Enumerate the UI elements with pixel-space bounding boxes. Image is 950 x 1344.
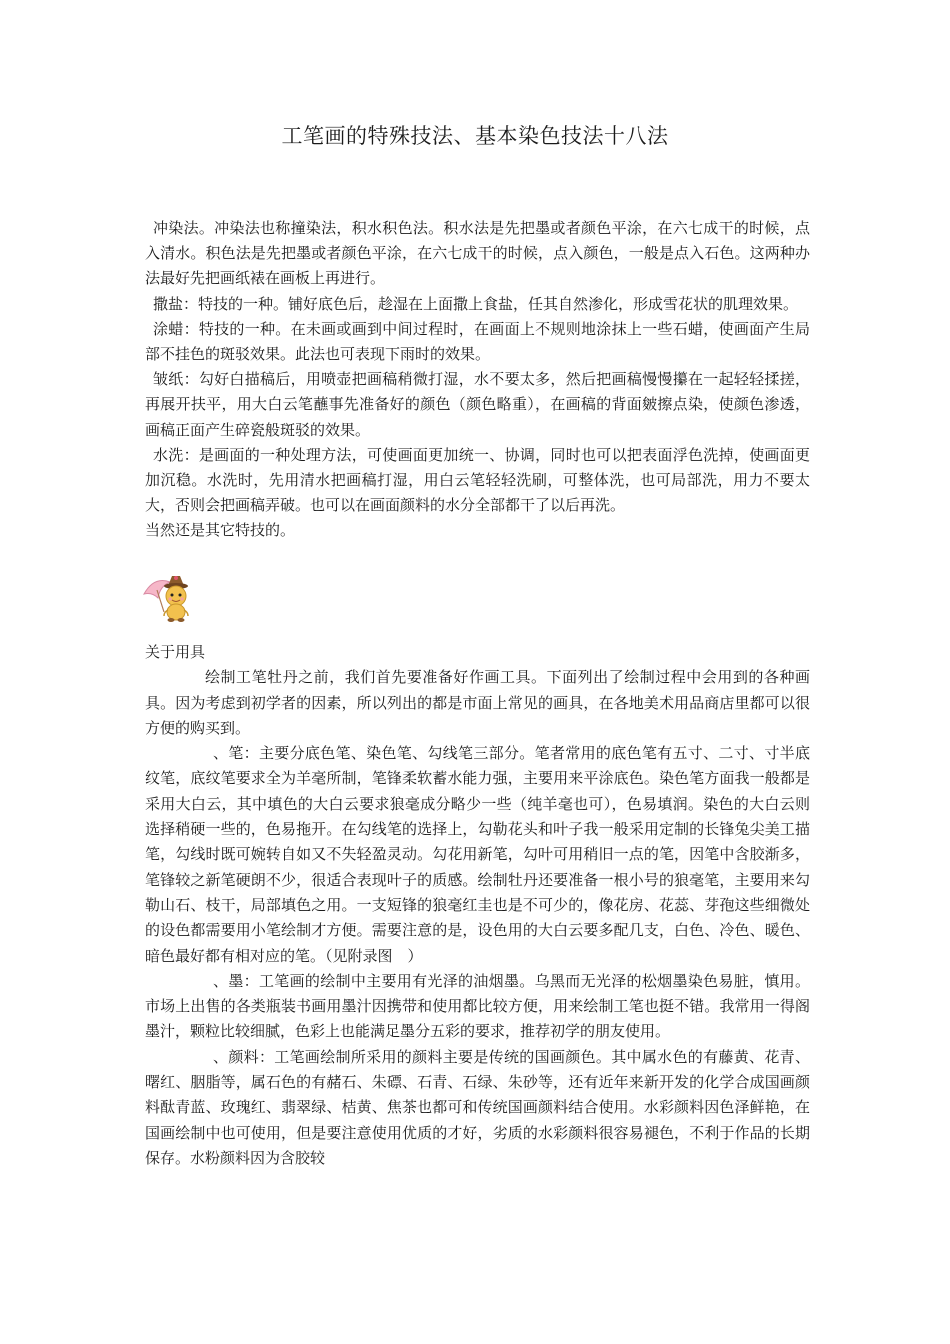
mascot-umbrella-icon (140, 572, 196, 624)
paragraph-tula: 涂蜡：特技的一种。在未画或画到中间过程时，在画面上不规则地涂抹上一些石蜡，使画面产生局部不挂色的斑驳效果。此法也可表现下雨时的效果。 (145, 319, 810, 364)
tools-section (145, 640, 810, 1171)
mascot-illustration (140, 572, 196, 624)
tools-intro-paragraph: 绘制工笔牡丹之前，我们首先要准备好作画工具。下面列出了绘制过程中会用到的各种画具。因为考虑到初学者的因素，所以列出的都是市面上常见的画具，在各地美术用品商店里都可以很方便的购买到。 (145, 668, 810, 737)
tools-heading: 关于用具 (145, 643, 206, 661)
ink-paragraph: 、墨：工笔画的绘制中主要用有光泽的油烟墨。乌黑而无光泽的松烟墨染色易脏，慎用。市场上出售的各类瓶装书画用墨汁因携带和使用都比较方便，用来绘制工笔也挺不错。我常用一得阁墨汁，颗粒比较细腻，色彩上也能满足墨分五彩的要求，推荐初学的朋友使用。 (145, 971, 810, 1041)
paragraph-shuixi: 水洗：是画面的一种处理方法，可使画面更加统一、协调，同时也可以把表面浮色洗掉，使画面更加沉稳。水洗时，先用清水把画稿打湿，用白云笔轻轻洗刷，可整体洗，也可局部洗，用力不要太大，否则会把画稿弄破。也可以在画面颜料的水分全部都干了以后再洗。 (145, 445, 810, 515)
page-title: 工笔画的特殊技法、基本染色技法十八法 (281, 124, 669, 148)
paragraph-chongran: 冲染法。冲染法也称撞染法，积水积色法。积水法是先把墨或者颜色平涂，在六七成干的时候，点入清水。积色法是先把墨或者颜色平涂，在六七成干的时候，点入颜色，一般是点入石色。这两种办法最好先把画纸裱在画板上再进行。 (145, 219, 810, 288)
paragraph-other-techniques: 当然还是其它特技的。 (145, 521, 296, 540)
pigment-paragraph: 、颜料：工笔画绘制所采用的颜料主要是传统的国画颜色。其中属水色的有藤黄、花青、曙红、胭脂等，属石色的有赭石、朱磦、石青、石绿、朱砂等，还有近年来新开发的化学合成国画颜料酞青蓝、玫瑰红、翡翠绿、桔黄、焦茶也都可和传统国画颜料结合使用。水彩颜料因色泽鲜艳，在国画绘制中也可使用，但是要注意使用优质的才好，劣质的水彩颜料很容易褪色，不利于作品的长期保存。水粉颜料因为含胶较 (145, 1047, 810, 1167)
special-techniques-section (145, 216, 810, 544)
brush-paragraph: 、笔：主要分底色笔、染色笔、勾线笔三部分。笔者常用的底色笔有五寸、二寸、寸半底纹笔，底纹笔要求全为羊毫所制，笔锋柔软蓄水能力强，主要用来平涂底色。染色笔方面我一般都是采用大白云，其中填色的大白云要求狼毫成分略少一些（纯羊毫也可），色易填润。染色的大白云则选择稍硬一些的，色易拖开。在勾线笔的选择上，勾勒花头和叶子我一般采用定制的长锋兔尖美工描笔，勾线时既可婉转自如又不失轻盈灵动。勾花用新笔，勾叶可用稍旧一点的笔，因笔中含胶渐多，笔锋较之新笔硬朗不少，很适合表现叶子的质感。绘制牡丹还要准备一根小号的狼毫笔，主要用来勾勒山石、枝干，局部填色之用。一支短锋的狼毫红圭也是不可少的，像花房、花蕊、芽孢这些细微处的设色都需要用小笔绘制才方便。需要注意的是，设色用的大白云要多配几支，白色、冷色、暖色、暗色最好都有相对应的笔。（见附录图 ） (145, 744, 810, 965)
paragraph-zhouzhi: 皱纸：勾好白描稿后，用喷壶把画稿稍微打湿，水不要太多，然后把画稿慢慢攥在一起轻轻揉搓，再展开扶平，用大白云笔蘸事先准备好的颜色（颜色略重），在画稿的背面皴擦点染，使颜色渗透，画稿正面产生碎瓷般斑驳的效果。 (145, 370, 810, 439)
paragraph-sayan: 撒盐：特技的一种。铺好底色后，趁湿在上面撒上食盐，任其自然渗化，形成雪花状的肌理效果。 (153, 294, 799, 313)
